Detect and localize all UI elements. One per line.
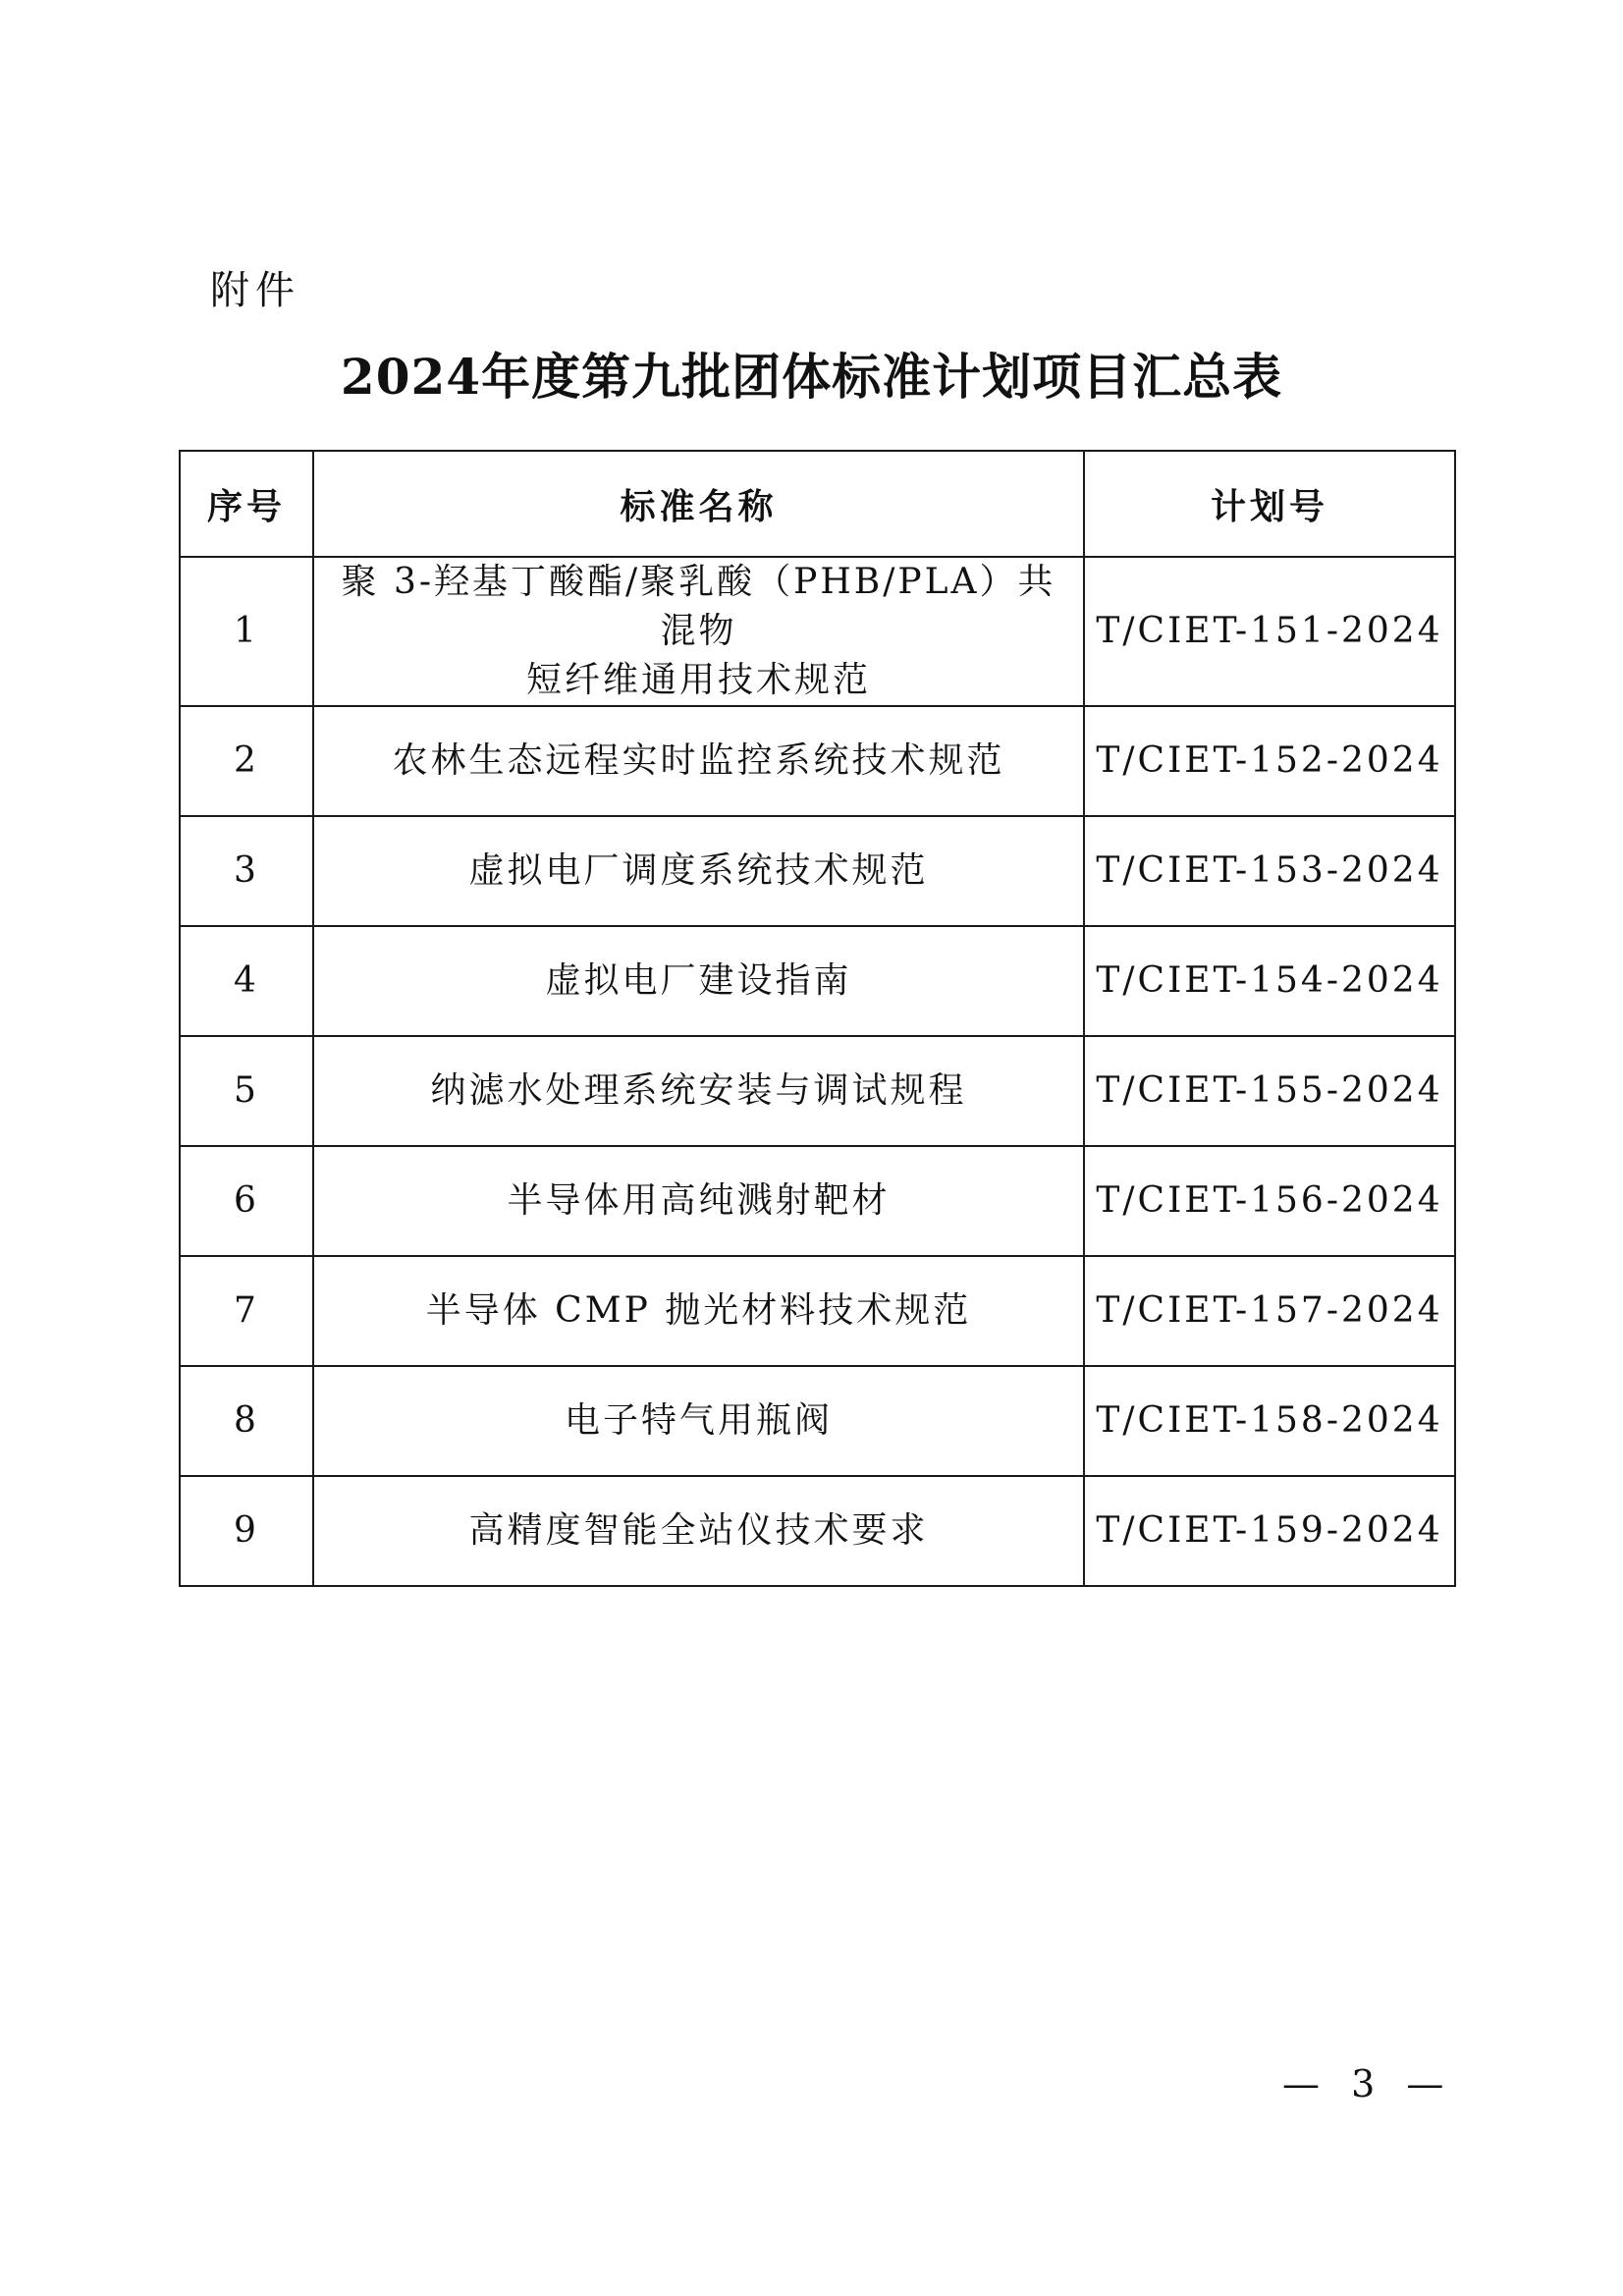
- plan-number: T/CIET-152-2024: [1084, 706, 1455, 816]
- row-number: 3: [180, 816, 313, 926]
- row-number: 7: [180, 1256, 313, 1366]
- table-row: [180, 926, 1455, 1036]
- row-number: 9: [180, 1476, 313, 1586]
- standard-name: 农林生态远程实时监控系统技术规范: [313, 706, 1084, 816]
- table-row: [180, 1036, 1455, 1146]
- plan-number: T/CIET-156-2024: [1084, 1146, 1455, 1256]
- row-number: 6: [180, 1146, 313, 1256]
- plan-number: T/CIET-158-2024: [1084, 1366, 1455, 1476]
- plan-number: T/CIET-157-2024: [1084, 1256, 1455, 1366]
- plan-number: T/CIET-153-2024: [1084, 816, 1455, 926]
- standard-name: 虚拟电厂建设指南: [313, 926, 1084, 1036]
- standard-name: 电子特气用瓶阀: [313, 1366, 1084, 1476]
- standard-name: 虚拟电厂调度系统技术规范: [313, 816, 1084, 926]
- table-header-row: [180, 451, 1455, 557]
- row-number: 4: [180, 926, 313, 1036]
- plan-summary-table: [179, 450, 1456, 1587]
- plan-number: T/CIET-155-2024: [1084, 1036, 1455, 1146]
- table-row: [180, 1366, 1455, 1476]
- plan-number: T/CIET-159-2024: [1084, 1476, 1455, 1586]
- table-row: [180, 1256, 1455, 1366]
- row-number: 2: [180, 706, 313, 816]
- row-number: 8: [180, 1366, 313, 1476]
- plan-number: T/CIET-154-2024: [1084, 926, 1455, 1036]
- column-header-number: 序号: [180, 451, 313, 557]
- standard-name: 半导体用高纯溅射靶材: [313, 1146, 1084, 1256]
- column-header-standard-name: 标准名称: [313, 451, 1084, 557]
- page-number: — 3 —: [1282, 2062, 1454, 2105]
- column-header-plan-number: 计划号: [1084, 451, 1455, 557]
- row-number: 1: [180, 557, 313, 706]
- row-number: 5: [180, 1036, 313, 1146]
- standard-name-line: 短纤维通用技术规范: [525, 660, 871, 700]
- table-row: [180, 557, 1455, 706]
- standard-name: [313, 557, 1084, 706]
- attachment-label: 附件: [210, 268, 300, 313]
- document-title: 2024年度第九批团体标准计划项目汇总表: [340, 348, 1283, 406]
- standard-name-line: 聚 3-羟基丁酸酯/聚乳酸（PHB/PLA）共混物: [341, 562, 1056, 651]
- table-row: [180, 816, 1455, 926]
- standard-name: 半导体 CMP 抛光材料技术规范: [313, 1256, 1084, 1366]
- plan-number: T/CIET-151-2024: [1084, 557, 1455, 706]
- standard-name: 纳滤水处理系统安装与调试规程: [313, 1036, 1084, 1146]
- table-row: [180, 706, 1455, 816]
- table-row: [180, 1476, 1455, 1586]
- table-row: [180, 1146, 1455, 1256]
- standard-name: 高精度智能全站仪技术要求: [313, 1476, 1084, 1586]
